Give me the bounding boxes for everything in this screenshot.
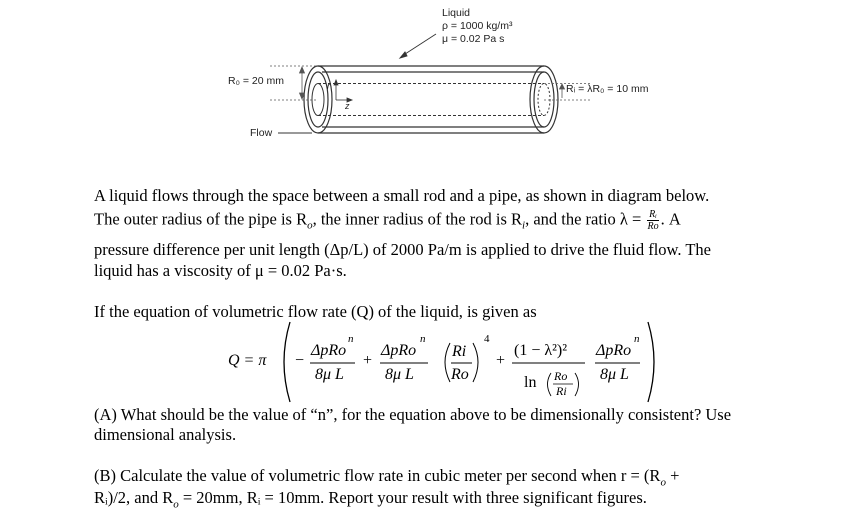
term2-num: ΔpRo bbox=[381, 342, 417, 359]
term2-exp: n bbox=[420, 333, 426, 345]
term2-den: 8μ L bbox=[385, 366, 414, 383]
intro-line-2-c: , the inner radius of the rod is R bbox=[312, 209, 522, 229]
ratio-fraction bbox=[647, 209, 658, 232]
part-b-line-1-end: + bbox=[665, 466, 680, 485]
ratio-exp-4: 4 bbox=[484, 333, 490, 345]
intro-line-3: pressure difference per unit length (Δp/L) of 2000 Pa/m is applied to drive the fluid flow. The bbox=[94, 240, 711, 259]
eq-lhs: Q = π bbox=[228, 352, 267, 369]
liquid-viscosity: μ = 0.02 Pa s bbox=[442, 33, 505, 45]
eq-plus-1: + bbox=[363, 352, 373, 369]
intro-line-2-f: . A bbox=[660, 209, 681, 229]
sub-i: i bbox=[522, 219, 526, 232]
axis-z-label: z bbox=[345, 101, 350, 111]
ratio-den: Ro bbox=[647, 221, 659, 232]
ratio-ri: Ri bbox=[452, 343, 467, 360]
part-b-line-2-sub: o bbox=[173, 498, 179, 511]
equation-intro: If the equation of volumetric flow rate (Q) of the liquid, is given as bbox=[94, 302, 537, 321]
ri-ro-right-paren bbox=[473, 343, 478, 382]
annular-flow-diagram bbox=[0, 0, 863, 170]
ratio-ro: Ro bbox=[451, 366, 469, 383]
ri-ro-left-paren bbox=[445, 343, 450, 382]
part-b-line-2 bbox=[94, 488, 647, 514]
intro-line-1: A liquid flows through the space between a small rod and a pipe, as shown in diagram below. bbox=[94, 186, 710, 205]
axis-r-label: r bbox=[327, 81, 330, 91]
term4-num: ΔpRo bbox=[596, 342, 632, 359]
intro-line-2 bbox=[94, 209, 681, 236]
eq-plus-2: + bbox=[496, 352, 506, 369]
term4-exp: n bbox=[634, 333, 640, 345]
part-b-line-2-end: = 20mm, Rᵢ = 10mm. Report your result with three significant figures. bbox=[178, 488, 647, 507]
intro-line-2-e: , and the ratio λ = bbox=[525, 209, 646, 229]
outer-radius-label: R₀ = 20 mm bbox=[228, 75, 284, 87]
ratio-num: Rᵢ bbox=[649, 209, 657, 220]
part-a-line-2: dimensional analysis. bbox=[94, 425, 237, 444]
liquid-density: ρ = 1000 kg/m³ bbox=[442, 20, 513, 32]
right-big-paren bbox=[648, 322, 654, 402]
flow-label: Flow bbox=[250, 127, 273, 139]
term1-num: ΔpRo bbox=[311, 342, 347, 359]
term3-ln: ln bbox=[524, 374, 537, 391]
term1-exp: n bbox=[348, 333, 354, 345]
inner-radius-label: Rᵢ = λR₀ = 10 mm bbox=[566, 83, 649, 95]
part-b-line-2-text: Rᵢ)/2, and R bbox=[94, 488, 174, 507]
ln-ro: Ro bbox=[554, 369, 568, 383]
ln-right-paren bbox=[575, 373, 579, 396]
intro-line-2-a: The outer radius of the pipe is R bbox=[94, 209, 308, 229]
part-b-line-1-text: (B) Calculate the value of volumetric flow rate in cubic meter per second when r = (R bbox=[94, 466, 661, 485]
part-b-sub-o: o bbox=[660, 476, 666, 489]
term1-den: 8μ L bbox=[315, 366, 344, 383]
liquid-leader-arrow bbox=[400, 34, 436, 58]
ln-ri: Ri bbox=[556, 384, 567, 398]
liquid-title: Liquid bbox=[442, 7, 471, 19]
intro-line-4: liquid has a viscosity of μ = 0.02 Pa·s. bbox=[94, 261, 347, 280]
left-big-paren bbox=[284, 322, 290, 402]
part-a-line-1: (A) What should be the value of “n”, for the equation above to be dimensionally consistent? Use bbox=[94, 405, 732, 424]
eq-minus: − bbox=[295, 352, 305, 369]
sub-o: o bbox=[307, 219, 313, 232]
term4-den: 8μ L bbox=[600, 366, 629, 383]
term3-num: (1 − λ²)² bbox=[514, 342, 568, 359]
ln-left-paren bbox=[548, 373, 552, 396]
pipe-body bbox=[304, 66, 558, 133]
